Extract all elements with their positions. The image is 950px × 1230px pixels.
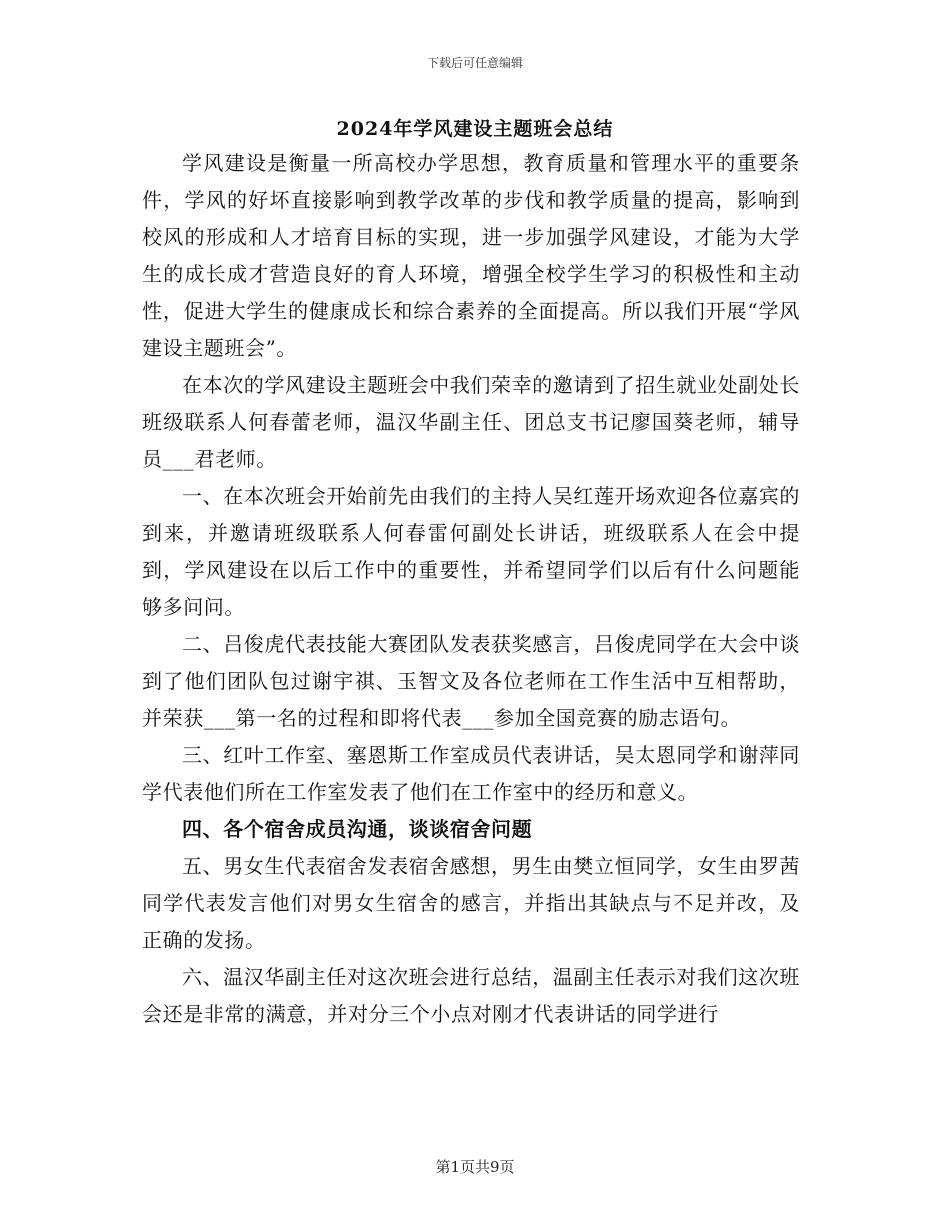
page-number: 第1页共9页 [435,1158,515,1176]
paragraph-item-6: 六、温汉华副主任对这次班会进行总结，温副主任表示对我们这次班会还是非常的满意，并对分三个小点对刚才代表讲话的同学进行 [142,965,800,1026]
paragraph-item-2: 二、吕俊虎代表技能大赛团队发表获奖感言，吕俊虎同学在大会中谈到了他们团队包过谢宇祺、玉智文及各位老师在工作生活中互相帮助，并荣获___第一名的过程和即将代表___参加全国竞赛的励志语句。 [142,632,800,730]
paragraph-guests: 在本次的学风建设主题班会中我们荣幸的邀请到了招生就业处副处长班级联系人何春蕾老师，温汉华副主任、团总支书记廖国葵老师，辅导员___君老师。 [142,373,800,471]
paragraph-item-1: 一、在本次班会开始前先由我们的主持人吴红莲开场欢迎各位嘉宾的到来，并邀请班级联系人何春雷何副处长讲话，班级联系人在会中提到，学风建设在以后工作中的重要性，并希望同学们以后有什么问题能够多问问。 [142,484,800,619]
paragraph-item-4-heading: 四、各个宿舍成员沟通，谈谈宿舍问题 [182,817,533,841]
header-note: 下载后可任意编辑 [426,56,523,70]
paragraph-intro: 学风建设是衡量一所高校办学思想，教育质量和管理水平的重要条件，学风的好坏直接影响到教学改革的步伐和教学质量的提高，影响到校风的形成和人才培育目标的实现，进一步加强学风建设，才能为大学生的成长成才营造良好的育人环境，增强全校学生学习的积极性和主动性，促进大学生的健康成长和综合素养的全面提高。所以我们开展“学风建设主题班会”。 [142,151,800,360]
document-title: 2024年学风建设主题班会总结 [336,118,614,140]
paragraph-item-5: 五、男女生代表宿舍发表宿舍感想，男生由樊立恒同学，女生由罗茜同学代表发言他们对男女生宿舍的感言，并指出其缺点与不足并改，及正确的发扬。 [142,854,800,952]
document-body [142,145,800,1033]
paragraph-item-3: 三、红叶工作室、塞恩斯工作室成员代表讲话，吴太恩同学和谢萍同学代表他们所在工作室发表了他们在工作室中的经历和意义。 [142,743,800,804]
